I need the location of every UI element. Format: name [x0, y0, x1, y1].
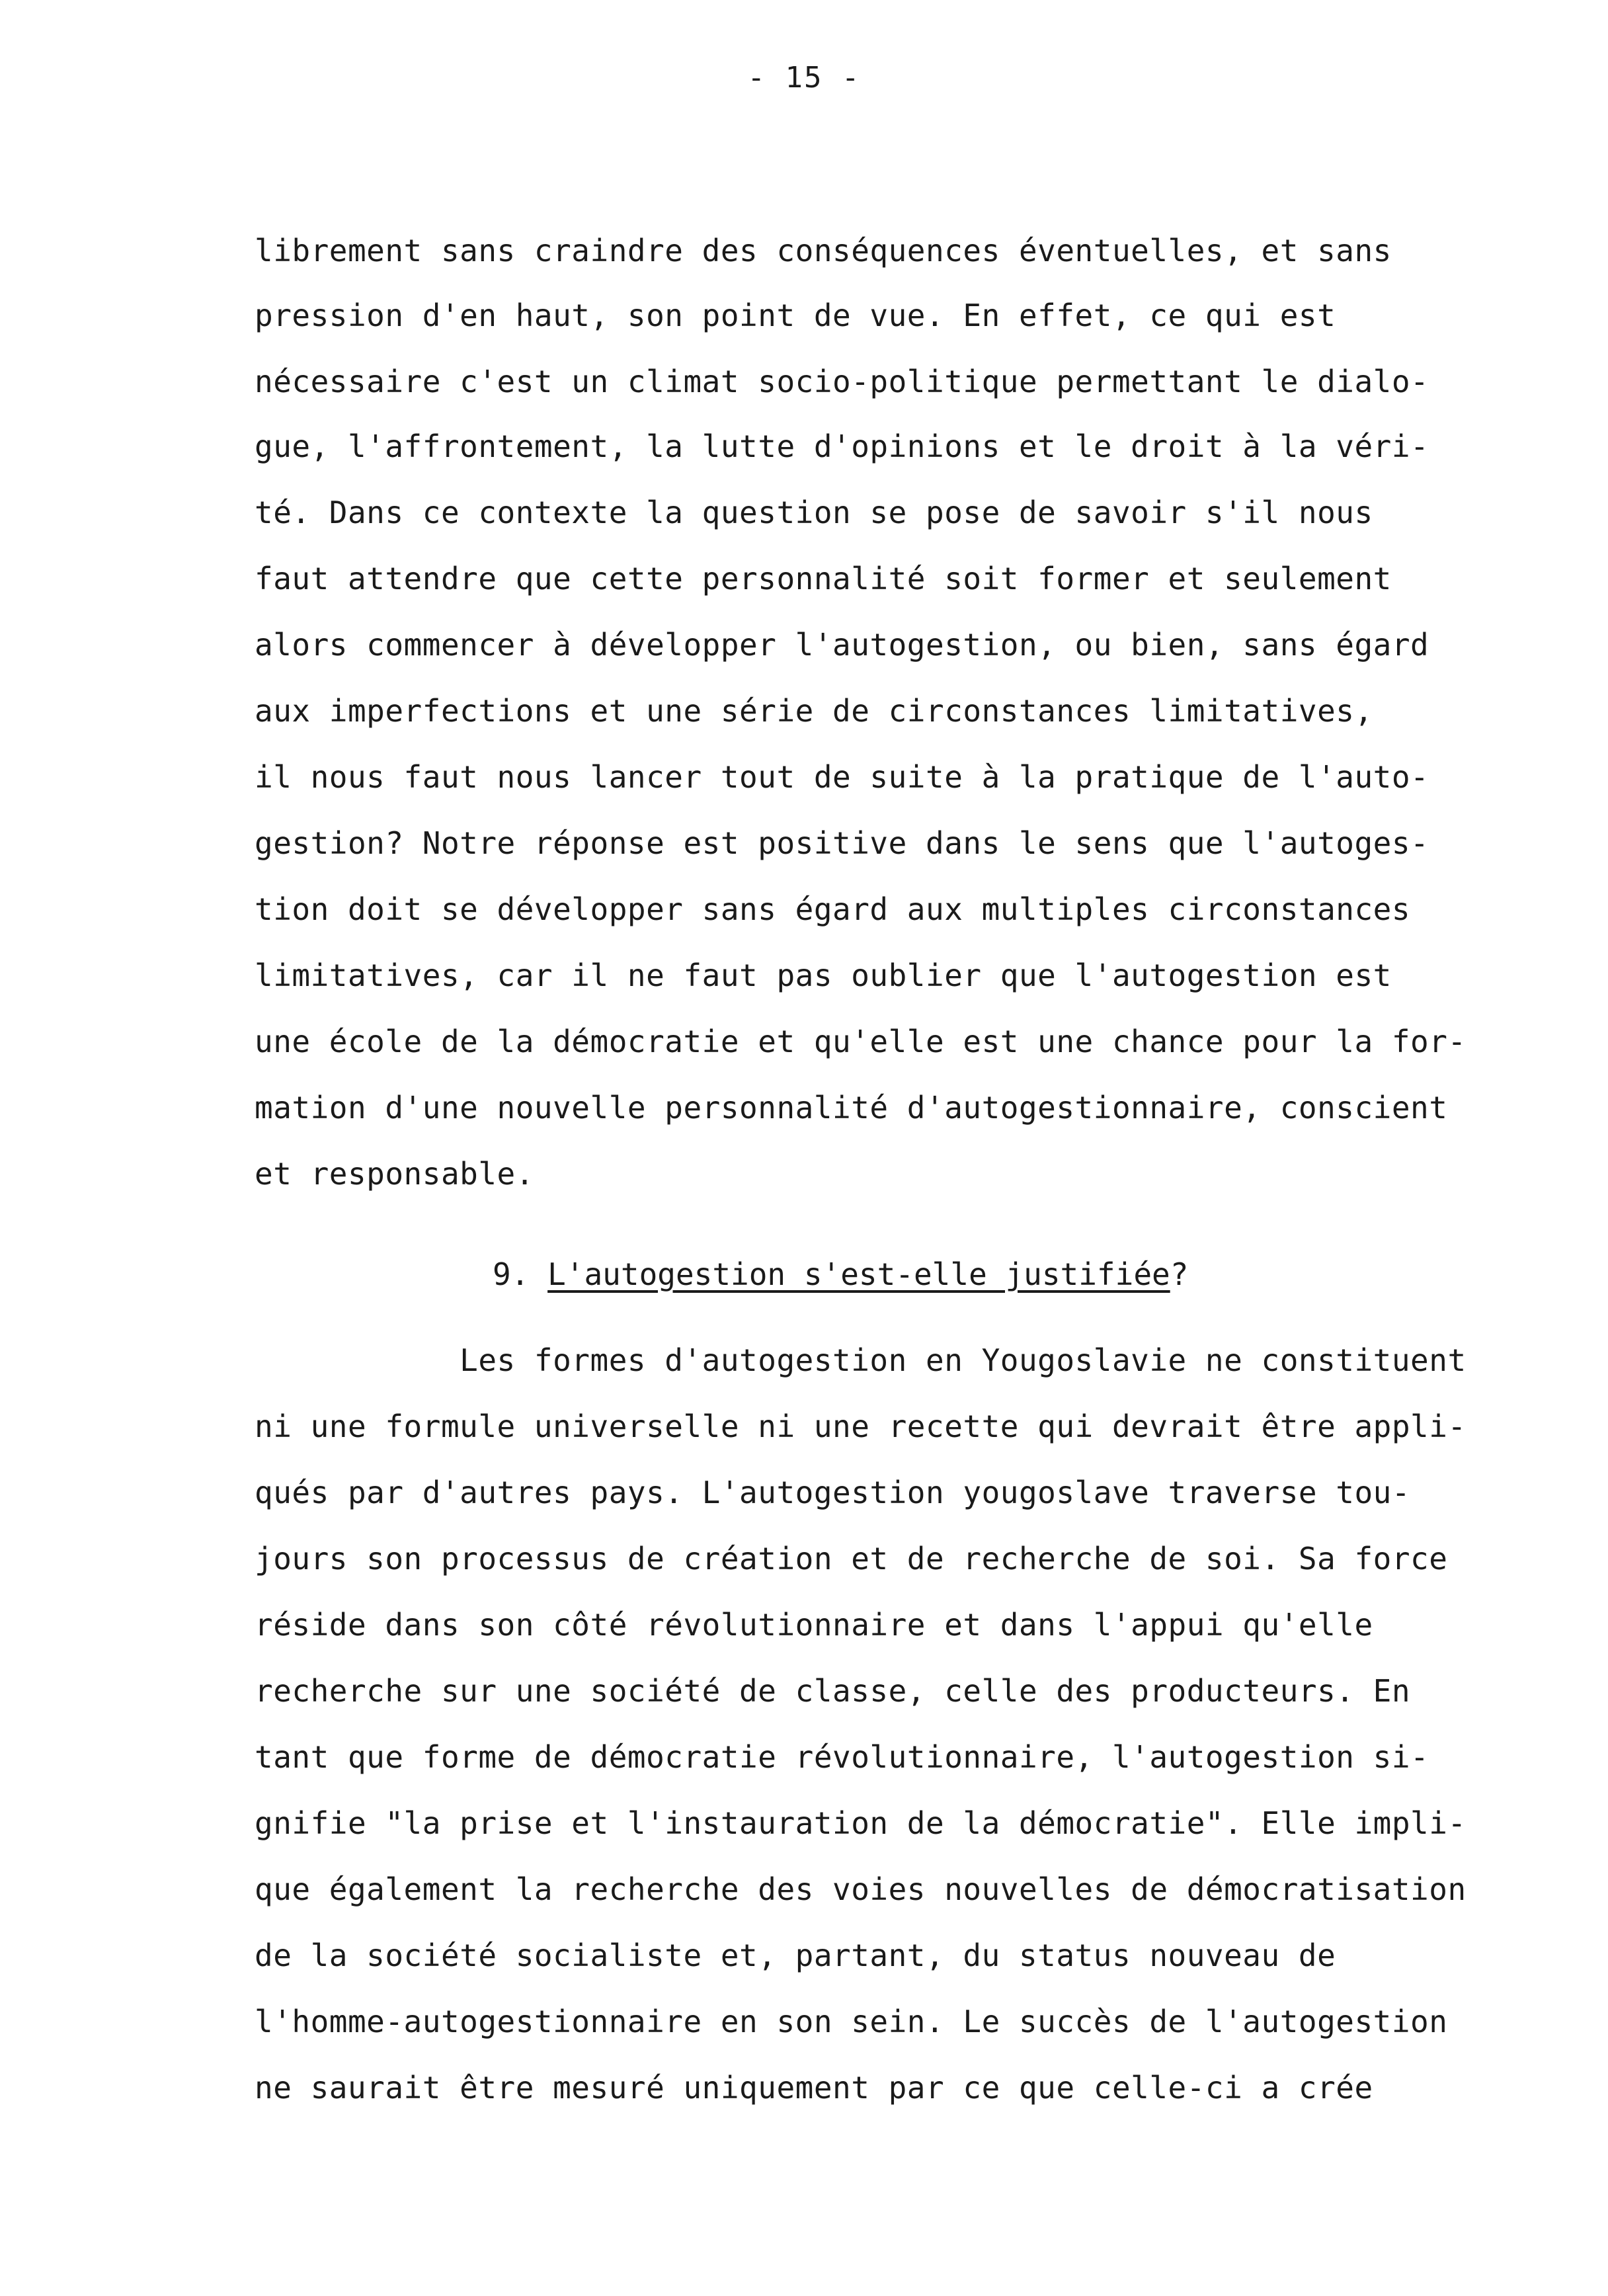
text-line: et responsable.: [255, 1156, 534, 1192]
text-line: librement sans craindre des conséquences éventuelles, et sans: [255, 233, 1392, 268]
text-line: ne saurait être mesuré uniquement par ce que celle-ci a crée: [255, 2070, 1373, 2106]
text-line: gue, l'affrontement, la lutte d'opinions et le droit à la véri-: [255, 429, 1429, 464]
section-title: L'autogestion s'est-elle justifiée: [547, 1256, 1170, 1292]
text-line: une école de la démocratie et qu'elle est une chance pour la for-: [255, 1024, 1467, 1059]
text-line: gnifie "la prise et l'instauration de la démocratie". Elle impli-: [255, 1805, 1467, 1841]
text-line: alors commencer à développer l'autogestion, ou bien, sans égard: [255, 627, 1429, 663]
text-line: limitatives, car il ne faut pas oublier que l'autogestion est: [255, 958, 1392, 993]
text-line: que également la recherche des voies nouvelles de démocratisation: [255, 1871, 1467, 1907]
text-line: té. Dans ce contexte la question se pose de savoir s'il nous: [255, 495, 1373, 530]
section-heading: [493, 1256, 1188, 1292]
text-line: Les formes d'autogestion en Yougoslavie ne constituent: [255, 1342, 1467, 1378]
text-line: tion doit se développer sans égard aux multiples circonstances: [255, 891, 1411, 927]
text-line: pression d'en haut, son point de vue. En effet, ce qui est: [255, 298, 1336, 333]
text-line: jours son processus de création et de recherche de soi. Sa force: [255, 1541, 1448, 1577]
text-line: mation d'une nouvelle personnalité d'autogestionnaire, conscient: [255, 1090, 1448, 1126]
text-line: faut attendre que cette personnalité soit former et seulement: [255, 561, 1392, 596]
section-number: 9.: [493, 1256, 530, 1292]
page-number: - 15 -: [747, 61, 861, 95]
text-line: nécessaire c'est un climat socio-politique permettant le dialo-: [255, 364, 1429, 399]
text-line: aux imperfections et une série de circonstances limitatives,: [255, 693, 1373, 729]
text-line: l'homme-autogestionnaire en son sein. Le succès de l'autogestion: [255, 2004, 1448, 2039]
text-line: qués par d'autres pays. L'autogestion yougoslave traverse tou-: [255, 1475, 1411, 1510]
text-line: tant que forme de démocratie révolutionnaire, l'autogestion si-: [255, 1739, 1429, 1775]
text-line: de la société socialiste et, partant, du status nouveau de: [255, 1938, 1336, 1973]
text-line: réside dans son côté révolutionnaire et dans l'appui qu'elle: [255, 1607, 1373, 1643]
text-line: recherche sur une société de classe, celle des producteurs. En: [255, 1673, 1411, 1709]
text-line: ni une formule universelle ni une recette qui devrait être appli-: [255, 1409, 1467, 1444]
text-line: gestion? Notre réponse est positive dans le sens que l'autoges-: [255, 825, 1429, 861]
text-line: il nous faut nous lancer tout de suite à la pratique de l'auto-: [255, 759, 1429, 795]
section-question-mark: ?: [1170, 1256, 1189, 1292]
